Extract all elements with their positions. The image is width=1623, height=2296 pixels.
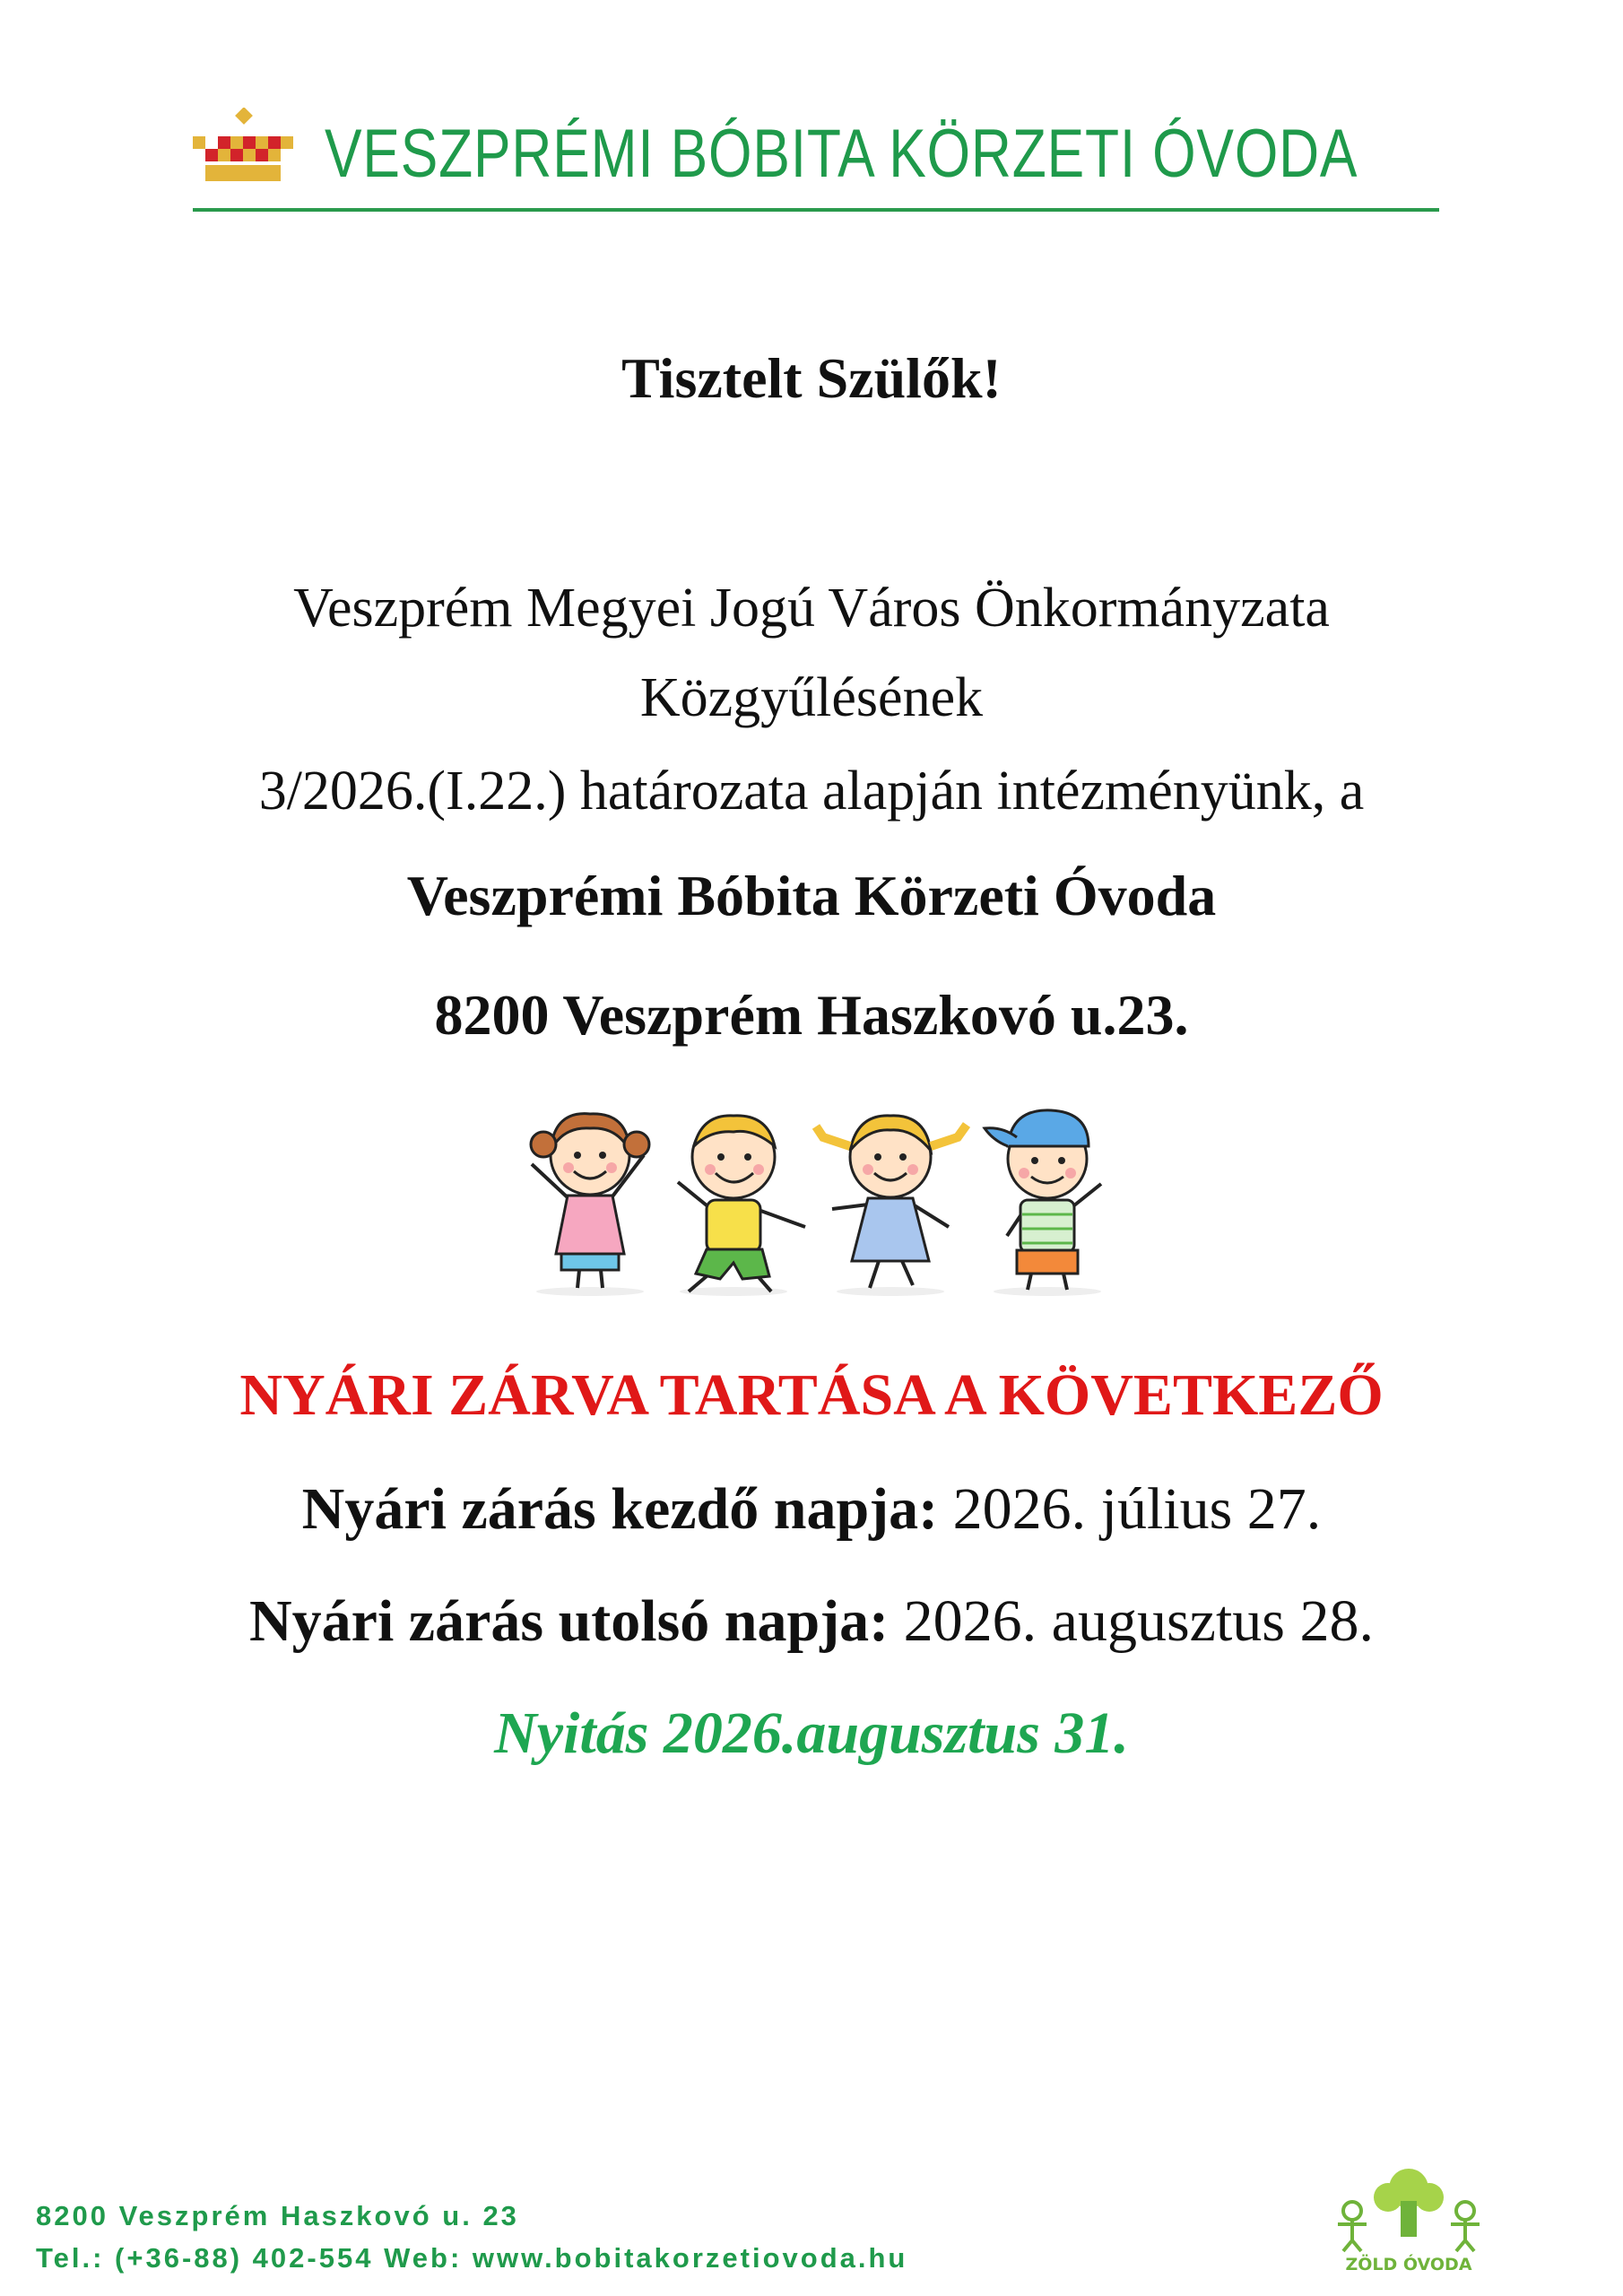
body-line-1: Veszprém Megyei Jogú Város Önkormányzata <box>293 578 1330 639</box>
footer-address: 8200 Veszprém Haszkovó u. 23 <box>36 2200 519 2231</box>
closure-end-value: 2026. augusztus 28. <box>889 1588 1374 1654</box>
header-divider <box>193 208 1439 212</box>
closure-end-row <box>0 1587 1623 1656</box>
child-figure <box>678 1116 805 1296</box>
footer-logo-label: ZÖLD ÓVODA <box>1345 2255 1472 2274</box>
body-line-3: 3/2026.(I.22.) határozata alapján intézményünk, a <box>258 761 1365 822</box>
child-figure <box>531 1114 649 1296</box>
greeting: Tisztelt Szülők! <box>621 346 1002 410</box>
institution-address: 8200 Veszprém Haszkovó u.23. <box>434 983 1189 1047</box>
dancing-children-illustration <box>518 1101 1119 1299</box>
closure-heading: NYÁRI ZÁRVA TARTÁSA A KÖVETKEZŐ <box>239 1362 1384 1428</box>
closure-start-label: Nyári zárás kezdő napja: <box>301 1476 939 1542</box>
closure-start-row <box>0 1475 1623 1544</box>
closure-start-value: 2026. július 27. <box>938 1476 1322 1542</box>
body-line-2: Közgyűlésének <box>639 667 984 728</box>
footer-contact: Tel.: (+36-88) 402-554 Web: www.bobitakorzetiovoda.hu <box>36 2242 908 2274</box>
closure-end-label: Nyári zárás utolsó napja: <box>249 1588 890 1654</box>
header-title: VESZPRÉMI BÓBITA KÖRZETI ÓVODA <box>325 116 1358 192</box>
crown-checker-logo-icon <box>193 108 302 190</box>
green-kindergarten-logo-icon <box>1325 2161 1492 2278</box>
child-figure <box>985 1110 1101 1296</box>
reopening-date: Nyitás 2026.augusztus 31. <box>494 1700 1129 1766</box>
institution-name: Veszprémi Bóbita Körzeti Óvoda <box>406 864 1217 927</box>
child-figure <box>816 1116 967 1296</box>
